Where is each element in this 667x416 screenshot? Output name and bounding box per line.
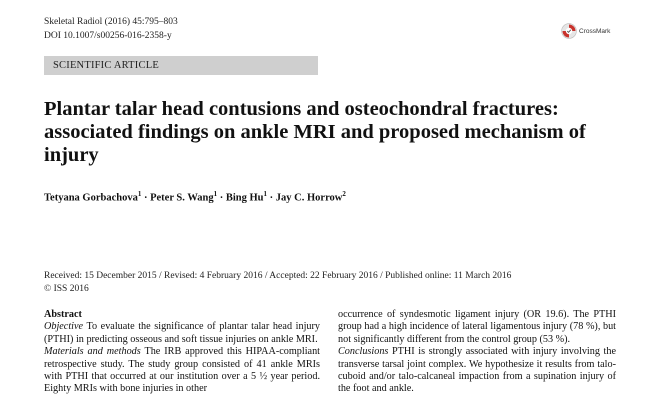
author-separator: ·	[217, 192, 226, 204]
abstract-right-column	[338, 309, 616, 396]
section-label: SCIENTIFIC ARTICLE	[53, 60, 159, 71]
author-list	[44, 190, 346, 204]
author-separator: ·	[267, 192, 276, 204]
abstract-results-continued: occurrence of syndesmotic ligament injury (OR 19.6). The PTHI group had a high incidence of lateral ligamentous injury (78 %), but not significantly different from the control group (53 %).	[338, 309, 616, 345]
doi-link[interactable]: DOI 10.1007/s00256-016-2358-y	[44, 30, 172, 41]
abstract-objective	[44, 321, 320, 346]
methods-label: Materials and methods	[44, 346, 141, 358]
crossmark-icon	[561, 23, 577, 39]
objective-text: To evaluate the significance of plantar talar head injury (PTHI) in predicting osseous and soft tissue injuries on ankle MRI.	[44, 321, 320, 345]
conclusions-text: PTHI is strongly associated with injury involving the transverse tarsal joint complex. We hypothesize it results from talo-cuboid and/or talo-calcaneal impaction from a supination injury of the foot and ankle.	[338, 346, 616, 395]
author-separator: ·	[141, 192, 151, 204]
article-history	[44, 270, 511, 295]
author-name[interactable]: Tetyana Gorbachova	[44, 192, 138, 204]
abstract-conclusions	[338, 346, 616, 396]
author-affiliation: 1	[263, 190, 268, 198]
author-affiliation: 1	[213, 190, 218, 198]
crossmark-badge[interactable]	[561, 23, 610, 39]
author-affiliation: 2	[342, 190, 346, 198]
author-name[interactable]: Bing Hu	[225, 192, 264, 204]
copyright-line: © ISS 2016	[44, 283, 89, 294]
author-name[interactable]: Peter S. Wang	[150, 192, 214, 204]
crossmark-label: CrossMark	[579, 27, 611, 35]
author-name[interactable]: Jay C. Horrow	[275, 192, 343, 204]
methods-text: The IRB approved this HIPAA-compliant retrospective study. The study group consisted of 41 ankle MRIs with PTHI that occurred at our institution over a 5 ½ year period. Eighty MRIs with bone injuries in other	[44, 346, 320, 395]
abstract-heading: Abstract	[44, 309, 82, 320]
conclusions-label: Conclusions	[338, 346, 389, 358]
abstract-left-column	[44, 309, 320, 396]
author-affiliation: 1	[137, 190, 142, 198]
journal-citation: Skeletal Radiol (2016) 45:795–803	[44, 17, 178, 27]
objective-label: Objective	[44, 321, 84, 333]
article-title: Plantar talar head contusions and osteochondral fractures: associated findings on ankle MRI and proposed mechanism of injury	[44, 98, 586, 166]
journal-reference	[44, 16, 178, 43]
section-banner	[44, 56, 318, 75]
history-dates: Received: 15 December 2015 / Revised: 4 February 2016 / Accepted: 22 February 2016 / Published online: 11 March 2016	[44, 271, 512, 281]
abstract-methods	[44, 346, 320, 396]
